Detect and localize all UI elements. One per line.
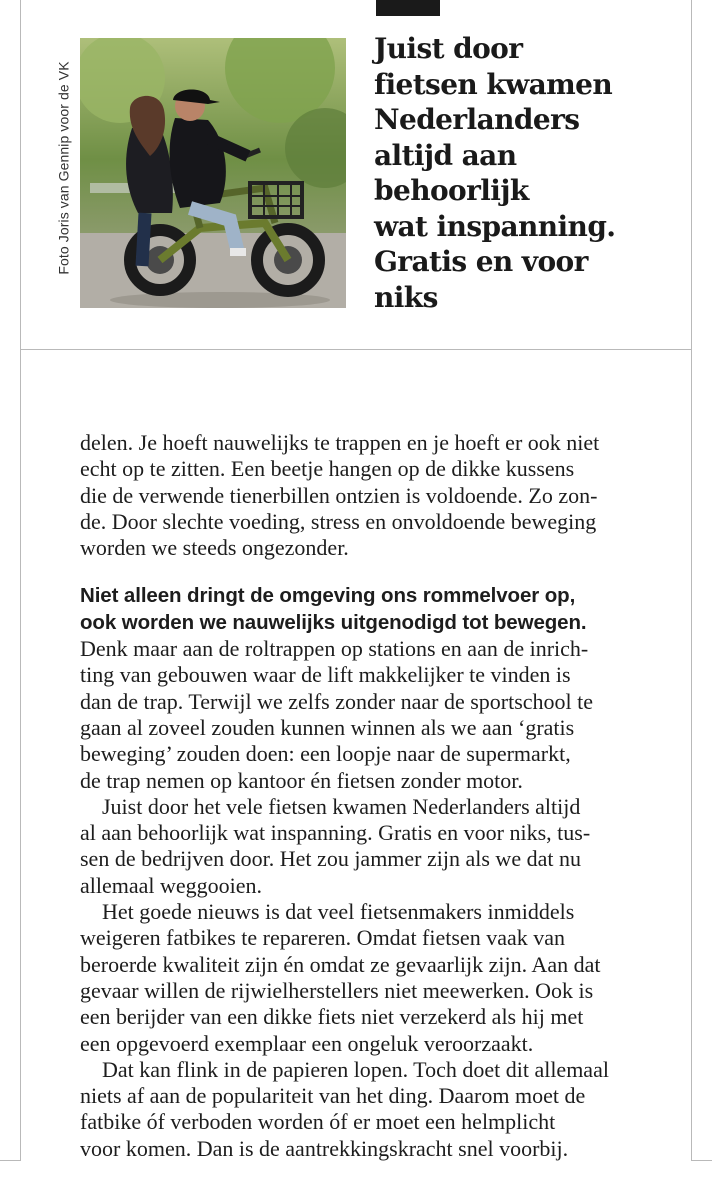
bottom-tick-left bbox=[0, 1160, 21, 1161]
subheading-lead bbox=[80, 583, 640, 636]
text-line: Het goede nieuws is dat veel fietsenmakers inmiddels bbox=[102, 899, 575, 925]
paragraph-4 bbox=[80, 899, 640, 1057]
text-line: weigeren fatbikes te repareren. Omdat fietsen vaak van bbox=[80, 925, 565, 951]
section-marker-bar bbox=[376, 0, 440, 16]
paragraph-3 bbox=[80, 794, 640, 899]
text-line: beweging’ zouden doen: een loopje naar de supermarkt, bbox=[80, 741, 571, 767]
text-line: allemaal weggooien. bbox=[80, 872, 263, 898]
pull-quote-line: niks bbox=[374, 280, 438, 314]
text-line: al aan behoorlijk wat inspanning. Gratis en voor niks, tus- bbox=[80, 820, 591, 846]
lead-line: Niet alleen dringt de omgeving ons rommelvoer op, bbox=[80, 584, 576, 608]
text-line: ting van gebouwen waar de lift makkelijker te vinden is bbox=[80, 662, 571, 688]
text-line: dan de trap. Terwijl we zelfs zonder naar de sportschool te bbox=[80, 688, 594, 714]
paragraph-gap bbox=[80, 561, 640, 583]
text-line: sen de bedrijven door. Het zou jammer zijn als we dat nu bbox=[80, 846, 581, 872]
right-border bbox=[691, 0, 692, 1160]
pull-quote-line: Juist door bbox=[374, 32, 523, 65]
text-line: Juist door het vele fietsen kwamen Nederlanders altijd bbox=[102, 793, 581, 819]
paragraph-1 bbox=[80, 430, 640, 561]
pull-quote bbox=[374, 31, 674, 315]
lead-line: ook worden we nauwelijks uitgenodigd tot bewegen. bbox=[80, 610, 587, 634]
text-line: echt op te zitten. Een beetje hangen op de dikke kussens bbox=[80, 456, 575, 482]
text-line: gevaar willen de rijwielherstellers niet meewerken. Ook is bbox=[80, 977, 594, 1003]
photo-credit bbox=[54, 22, 74, 314]
text-line: de trap nemen op kantoor én fietsen zonder motor. bbox=[80, 767, 523, 793]
text-line: de. Door slechte voeding, stress en onvoldoende beweging bbox=[80, 508, 597, 534]
photo-credit-text: Foto Joris van Gennip voor de VK bbox=[56, 61, 72, 275]
text-line: voor komen. Dan is de aantrekkingskracht snel voorbij. bbox=[80, 1135, 569, 1161]
left-border bbox=[20, 0, 21, 1160]
text-line: niets af aan de populariteit van het ding. Daarom moet de bbox=[80, 1083, 586, 1109]
text-line: delen. Je hoeft nauwelijks te trappen en je hoeft er ook niet bbox=[80, 430, 600, 455]
text-line: een berijder van een dikke fiets niet verzekerd als hij met bbox=[80, 1004, 584, 1030]
text-line: een opgevoerd exemplaar een ongeluk veroorzaakt. bbox=[80, 1030, 534, 1056]
paragraph-2 bbox=[80, 636, 640, 794]
pull-quote-line: behoorlijk bbox=[374, 174, 529, 207]
bottom-tick-right bbox=[691, 1160, 712, 1161]
pull-quote-line: wat inspanning. bbox=[374, 209, 616, 243]
text-line: gaan al zoveel zouden kunnen winnen als we aan ‘gratis bbox=[80, 714, 575, 740]
paragraph-5 bbox=[80, 1057, 640, 1162]
pull-quote-line: fietsen kwamen bbox=[374, 67, 613, 101]
text-line: die de verwende tienerbillen ontzien is voldoende. Zo zon- bbox=[80, 482, 598, 508]
text-line: fatbike óf verboden worden óf er moet een helmplicht bbox=[80, 1109, 556, 1135]
article-body bbox=[80, 430, 640, 1162]
pull-quote-line: Nederlanders bbox=[374, 103, 580, 136]
text-line: worden we steeds ongezonder. bbox=[80, 535, 349, 561]
pull-quote-line: altijd aan bbox=[374, 138, 517, 172]
fatbike-photo-illustration bbox=[80, 38, 346, 308]
text-line: Denk maar aan de roltrappen op stations en aan de inrich- bbox=[80, 636, 589, 662]
text-line: beroerde kwaliteit zijn én omdat ze gevaarlijk zijn. Aan dat bbox=[80, 951, 601, 977]
text-line: Dat kan flink in de papieren lopen. Toch doet dit allemaal bbox=[102, 1056, 609, 1082]
article-photo bbox=[80, 38, 346, 308]
quote-box-divider bbox=[20, 349, 692, 350]
pull-quote-line: Gratis en voor bbox=[374, 245, 588, 278]
